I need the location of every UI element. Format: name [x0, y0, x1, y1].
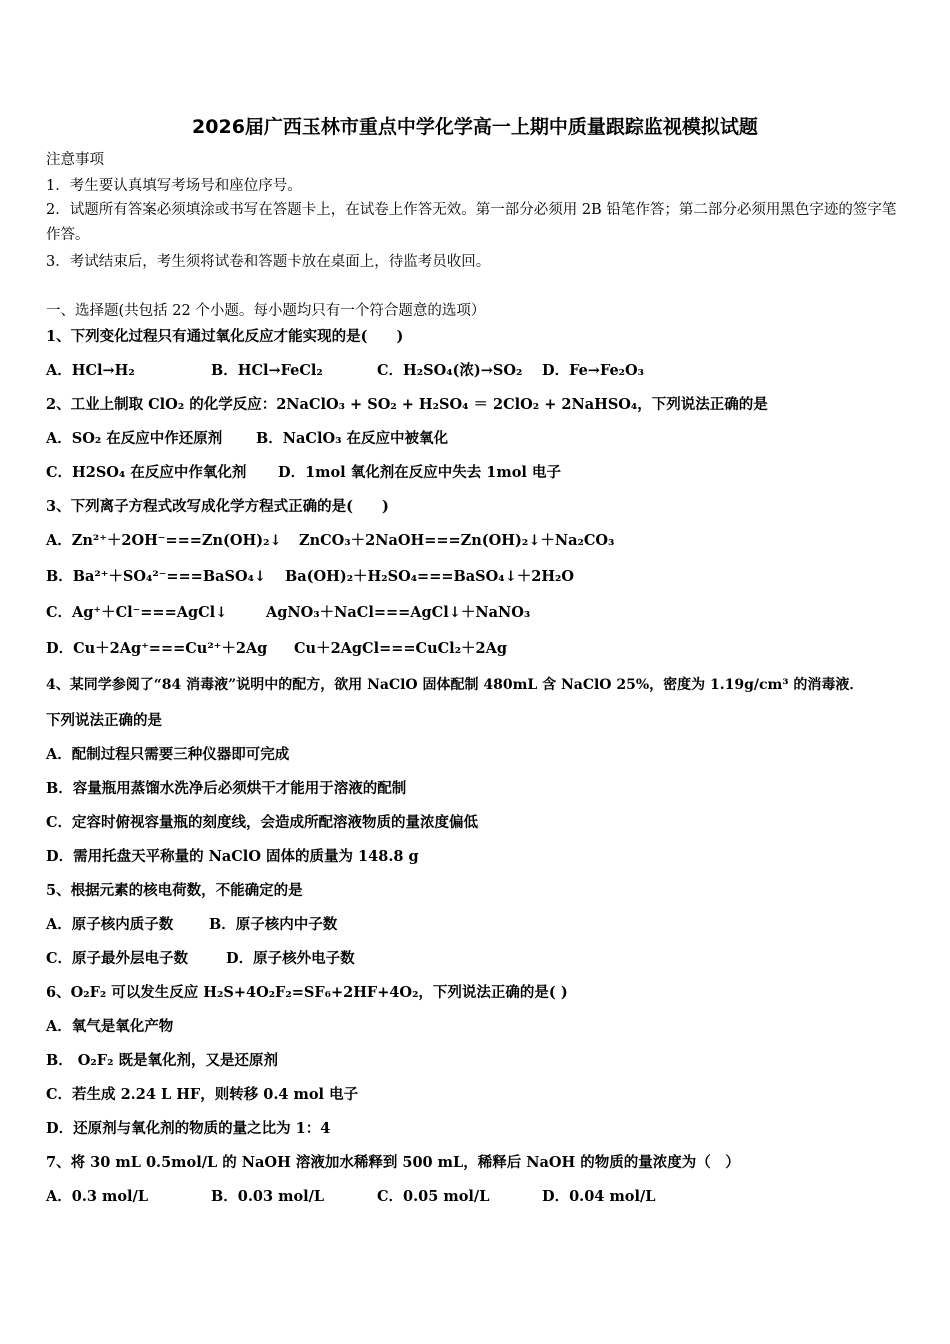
q4-stem: 4、某同学参阅了“84 消毒液”说明中的配方，欲用 NaClO 固体配制 480mL 含 NaClO 25%，密度为 1.19g/cm³ 的消毒液．: [46, 677, 864, 693]
q3-option-b: [46, 567, 574, 587]
q6-option-a: A．氧气是氧化产物: [46, 1018, 174, 1035]
q1-options: [46, 361, 644, 381]
q3-option-c-molecular: AgNO₃＋NaCl===AgCl↓＋NaNO₃: [266, 604, 531, 621]
q1-option-a: A．HCl→H₂: [46, 362, 135, 379]
q3-stem: 3、下列离子方程式改写成化学方程式正确的是( ): [46, 498, 389, 515]
q3-option-d-ionic: D．Cu＋2Ag⁺===Cu²⁺＋2Ag: [46, 640, 268, 657]
q4-option-b: B．容量瓶用蒸馏水洗净后必须烘干才能用于溶液的配制: [46, 780, 407, 797]
q2-option-d: D．1mol 氧化剂在反应中失去 1mol 电子: [278, 464, 561, 481]
q3-option-a-ionic: A．Zn²⁺＋2OH⁻===Zn(OH)₂↓: [46, 532, 282, 549]
q6-option-b: B． O₂F₂ 既是氧化剂，又是还原剂: [46, 1052, 278, 1069]
q6-option-d: D．还原剂与氧化剂的物质的量之比为 1：4: [46, 1120, 331, 1137]
q2-options-cd: [46, 463, 561, 483]
q3-option-d-molecular: Cu＋2AgCl===CuCl₂＋2Ag: [294, 640, 508, 657]
q6-stem: 6、O₂F₂ 可以发生反应 H₂S+4O₂F₂=SF₆+2HF+4O₂，下列说法正确的是( ): [46, 984, 568, 1001]
q7-stem: 7、将 30 mL 0.5mol/L 的 NaOH 溶液加水稀释到 500 mL，稀释后 NaOH 的物质的量浓度为（ ）: [46, 1154, 740, 1171]
q4-option-c: C．定容时俯视容量瓶的刻度线，会造成所配溶液物质的量浓度偏低: [46, 814, 479, 831]
q5-option-d: D．原子核外电子数: [226, 950, 355, 967]
q1-option-b: B．HCl→FeCl₂: [211, 362, 323, 379]
q2-options-ab: [46, 429, 448, 449]
q2-stem: 2、工业上制取 ClO₂ 的化学反应：2NaClO₃ + SO₂ + H₂SO₄ ＝ 2ClO₂ + 2NaHSO₄，下列说法正确的是: [46, 396, 768, 413]
q3-option-c: [46, 603, 530, 623]
q7-option-a: A．0.3 mol/L: [46, 1188, 149, 1205]
q4-option-d: D．需用托盘天平称量的 NaClO 固体的质量为 148.8 g: [46, 848, 419, 865]
q7-option-b: B．0.03 mol/L: [211, 1188, 325, 1205]
q1-stem: 1、下列变化过程只有通过氧化反应才能实现的是( ): [46, 328, 404, 345]
q5-option-a: A．原子核内质子数: [46, 916, 174, 933]
notice-item-2: 2．试题所有答案必须填涂或书写在答题卡上，在试卷上作答无效。第一部分必须用 2B 铅笔作答；第二部分必须用黑色字迹的签字笔作答。: [46, 202, 897, 243]
q5-option-c: C．原子最外层电子数: [46, 950, 189, 967]
exam-title: 2026届广西玉林市重点中学化学高一上期中质量跟踪监视模拟试题: [192, 116, 758, 138]
section-heading: 一、选择题(共包括 22 个小题。每小题均只有一个符合题意的选项）: [46, 303, 486, 319]
q5-options-ab: [46, 915, 337, 935]
q7-option-d: D．0.04 mol/L: [542, 1188, 656, 1205]
q2-option-c: C．H2SO₄ 在反应中作氧化剂: [46, 464, 247, 481]
q3-option-a: [46, 531, 614, 551]
q3-option-a-molecular: ZnCO₃＋2NaOH===Zn(OH)₂↓＋Na₂CO₃: [299, 532, 615, 549]
q3-option-b-molecular: Ba(OH)₂＋H₂SO₄===BaSO₄↓＋2H₂O: [285, 568, 575, 585]
q4-option-a: A．配制过程只需要三种仪器即可完成: [46, 746, 290, 763]
q5-stem: 5、根据元素的核电荷数，不能确定的是: [46, 882, 303, 899]
q5-options-cd: [46, 949, 355, 969]
q3-option-c-ionic: C．Ag⁺＋Cl⁻===AgCl↓: [46, 604, 228, 621]
q3-option-d: [46, 639, 507, 659]
q7-options: [46, 1187, 655, 1207]
q2-option-a: A．SO₂ 在反应中作还原剂: [46, 430, 223, 447]
q4-stem-continued: 下列说法正确的是: [46, 712, 162, 729]
q5-option-b: B．原子核内中子数: [209, 916, 338, 933]
q1-option-c: C．H₂SO₄(浓)→SO₂: [377, 362, 523, 379]
q7-option-c: C．0.05 mol/L: [377, 1188, 490, 1205]
q6-option-c: C．若生成 2.24 L HF，则转移 0.4 mol 电子: [46, 1086, 359, 1103]
q1-option-d: D．Fe→Fe₂O₃: [542, 362, 645, 379]
notice-heading: 注意事项: [46, 152, 104, 168]
notice-item-3: 3．考试结束后，考生须将试卷和答题卡放在桌面上，待监考员收回。: [46, 254, 491, 270]
q3-option-b-ionic: B．Ba²⁺＋SO₄²⁻===BaSO₄↓: [46, 568, 267, 585]
q2-option-b: B．NaClO₃ 在反应中被氧化: [256, 430, 448, 447]
notice-item-1: 1．考生要认真填写考场号和座位序号。: [46, 178, 302, 194]
